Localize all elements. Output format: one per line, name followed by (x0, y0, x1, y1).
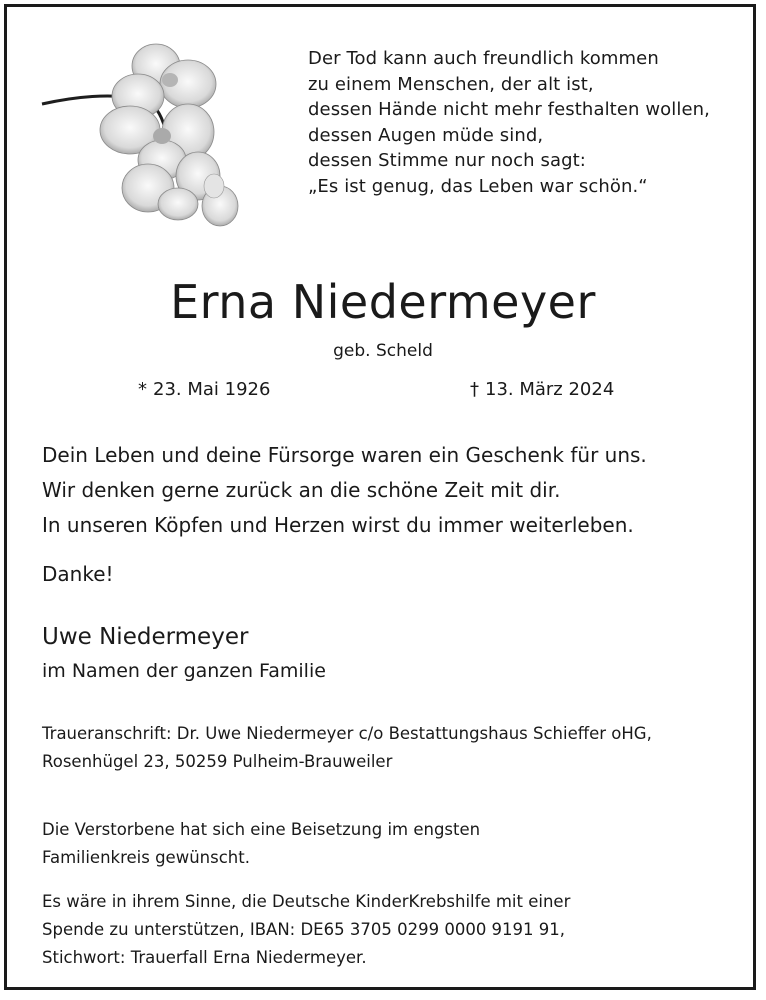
tribute-text (42, 438, 647, 543)
address-line: Traueranschrift: Dr. Uwe Niedermeyer c/o Bestattungshaus Schieffer oHG, (42, 724, 652, 743)
tribute-line: Wir denken gerne zurück an die schöne Zeit mit dir. (42, 478, 561, 502)
death-date: 13. März 2024 (485, 379, 615, 400)
death-symbol: † (470, 379, 479, 400)
donation-note (42, 888, 570, 972)
donation-line: Stichwort: Trauerfall Erna Niedermeyer. (42, 948, 367, 967)
burial-note-line: Die Verstorbene hat sich eine Beisetzung im engsten (42, 820, 481, 839)
death-date-line (470, 378, 614, 402)
birth-date: 23. Mai 1926 (153, 379, 271, 400)
mourning-address (42, 720, 652, 776)
birth-date-line (138, 378, 270, 402)
burial-note (42, 816, 480, 872)
signer-subtitle: im Namen der ganzen Familie (42, 660, 326, 682)
poem-line: dessen Stimme nur noch sagt: (308, 150, 586, 171)
thanks-text: Danke! (42, 562, 114, 586)
birth-symbol: * (138, 379, 147, 400)
poem-line: zu einem Menschen, der alt ist, (308, 73, 594, 95)
donation-line: Es wäre in ihrem Sinne, die Deutsche KinderKrebshilfe mit einer (42, 892, 571, 911)
tribute-line: Dein Leben und deine Fürsorge waren ein Geschenk für uns. (42, 443, 647, 467)
signer-name: Uwe Niedermeyer (42, 624, 249, 650)
burial-note-line: Familienkreis gewünscht. (42, 848, 250, 867)
tribute-line: In unseren Köpfen und Herzen wirst du immer weiterleben. (42, 513, 634, 537)
donation-line: Spende zu unterstützen, IBAN: DE65 3705 0299 0000 9191 91, (42, 920, 566, 939)
deceased-name: Erna Niedermeyer (170, 275, 596, 329)
poem-line: Der Tod kann auch freundlich kommen (308, 48, 659, 69)
poem-line: dessen Hände nicht mehr festhalten wollen, (308, 99, 710, 120)
birth-name: geb. Scheld (333, 341, 433, 361)
address-line: Rosenhügel 23, 50259 Pulheim-Brauweiler (42, 752, 393, 771)
orchid-icon (38, 36, 248, 228)
poem-line: dessen Augen müde sind, (308, 124, 544, 146)
poem-line: „Es ist genug, das Leben war schön.“ (308, 175, 648, 197)
poem (308, 46, 710, 199)
